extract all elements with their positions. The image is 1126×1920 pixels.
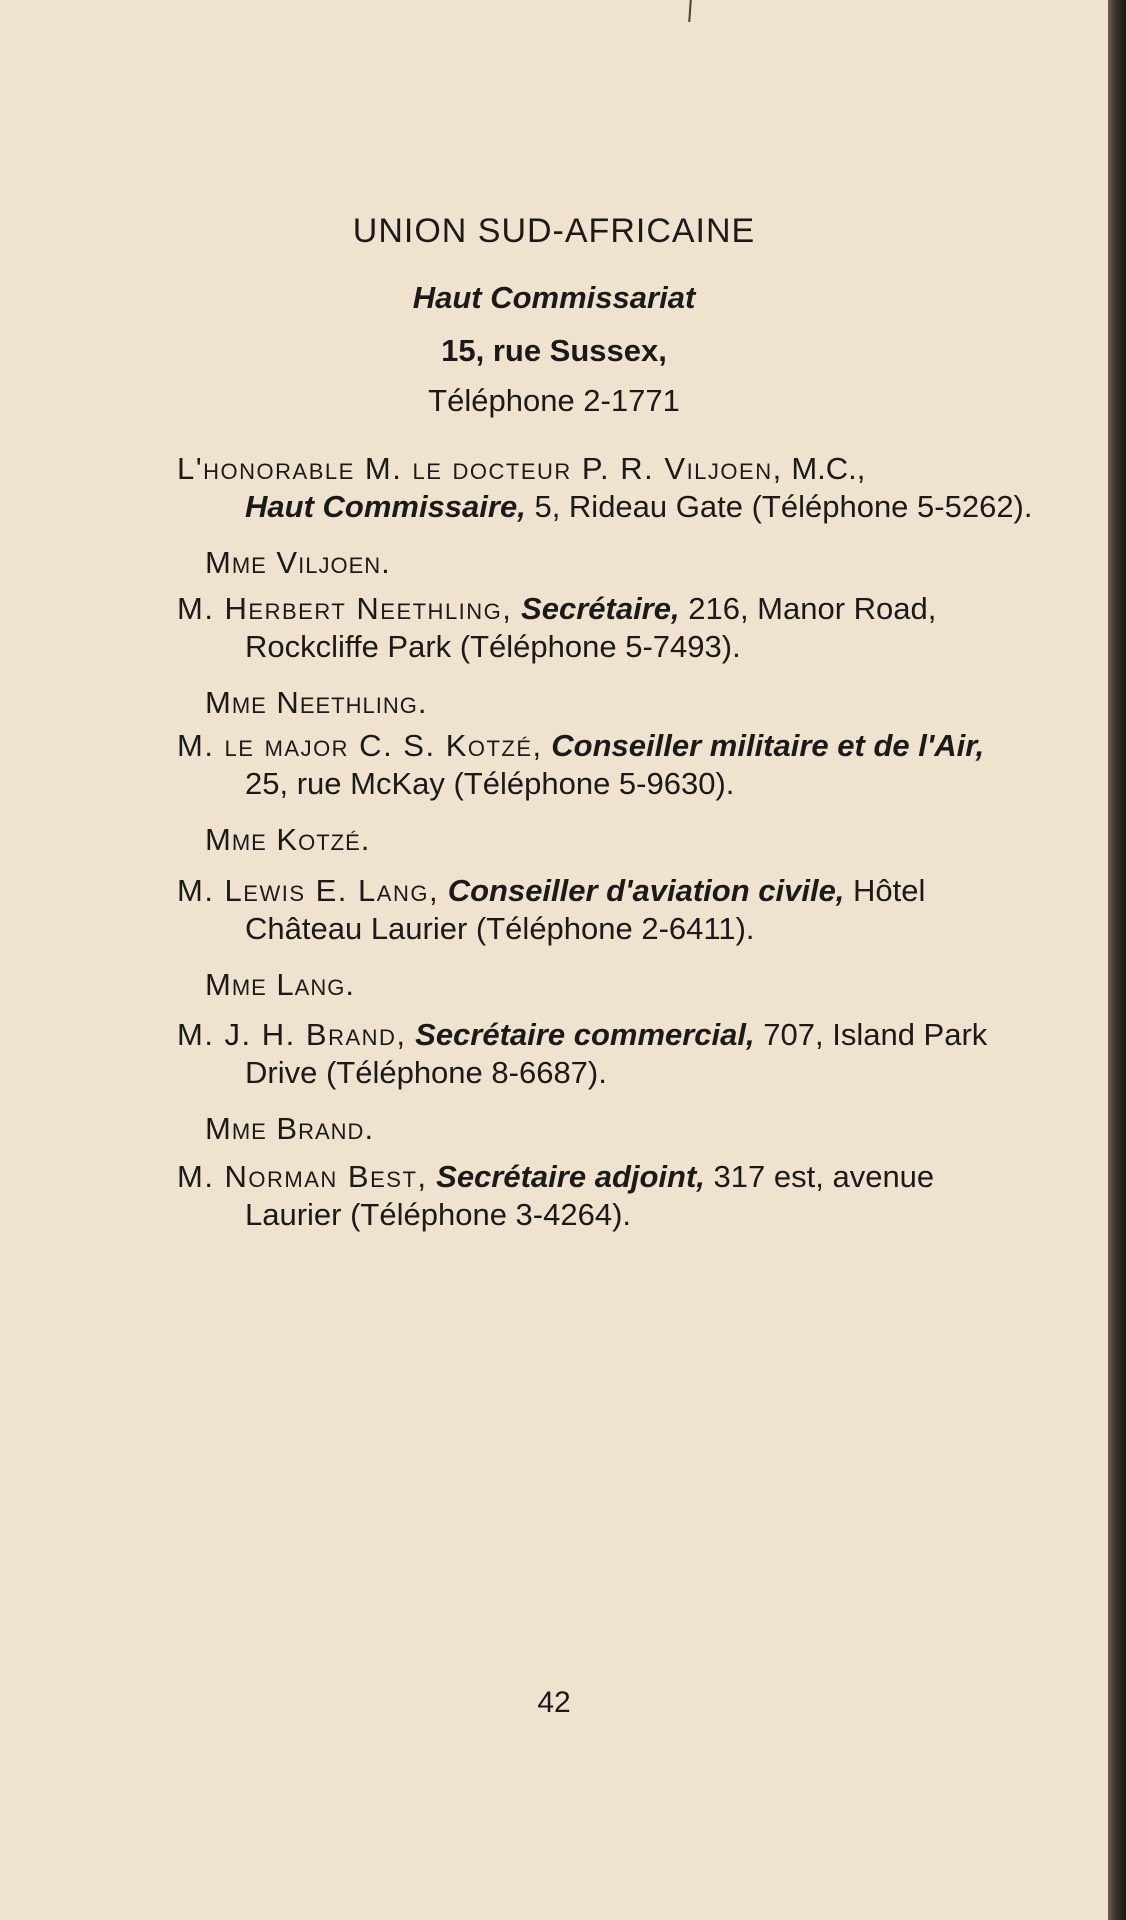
entry-spouse: Mme Lang.	[205, 967, 355, 1002]
entry-address: 5, Rideau Gate (Téléphone 5-5262).	[534, 489, 1033, 524]
entry-spouse: Mme Kotzé.	[205, 822, 371, 857]
entry-line-2	[177, 1054, 1077, 1092]
entry-line-1	[177, 590, 1077, 628]
entry-name: L'honorable M. le docteur P. R. Viljoen,	[177, 451, 783, 486]
list-item	[177, 872, 1077, 1004]
entry-line-2	[177, 1196, 1077, 1234]
entry-spouse: Mme Neethling.	[205, 685, 428, 720]
entry-role: Secrétaire,	[521, 591, 680, 626]
entry-line-2	[177, 628, 1077, 666]
entry-line-2	[177, 765, 1077, 803]
entry-name: M. J. H. Brand,	[177, 1017, 407, 1052]
entry-line-1	[177, 727, 1077, 765]
entry-address: 707, Island Park	[763, 1017, 988, 1052]
page-number: 42	[537, 1686, 571, 1719]
entry-address-cont: Laurier (Téléphone 3-4264).	[245, 1197, 632, 1232]
list-item	[177, 590, 1077, 722]
entry-address-cont: Drive (Téléphone 8-6687).	[245, 1055, 607, 1090]
entry-address: 216, Manor Road,	[688, 591, 937, 626]
entry-name: M. Lewis E. Lang,	[177, 873, 440, 908]
list-item	[177, 1158, 1077, 1234]
entry-address-cont: 25, rue McKay (Téléphone 5-9630).	[245, 766, 735, 801]
entry-address-cont: Château Laurier (Téléphone 2-6411).	[245, 911, 755, 946]
entry-name: M. Herbert Neethling,	[177, 591, 513, 626]
entry-line-2	[177, 488, 1077, 526]
entry-suffix: M.C.,	[791, 451, 866, 486]
header-phone: Téléphone 2-1771	[428, 383, 680, 418]
entry-line-2	[177, 910, 1077, 948]
entry-role: Haut Commissaire,	[245, 489, 526, 524]
header-address: 15, rue Sussex,	[441, 333, 667, 368]
list-item	[177, 450, 1077, 582]
list-item	[177, 1016, 1077, 1148]
list-item	[177, 727, 1077, 859]
entry-line-1	[177, 450, 1077, 488]
page-title: UNION SUD-AFRICAINE	[352, 212, 756, 250]
page-edge	[1108, 0, 1126, 1920]
entry-spouse: Mme Viljoen.	[205, 545, 391, 580]
entry-address: 317 est, avenue	[713, 1159, 935, 1194]
entry-role: Conseiller militaire et de l'Air,	[551, 728, 985, 763]
entry-name: M. Norman Best,	[177, 1159, 428, 1194]
entry-line-1	[177, 872, 1077, 910]
entry-role: Secrétaire commercial,	[415, 1017, 755, 1052]
entry-line-1	[177, 1016, 1077, 1054]
entry-role: Secrétaire adjoint,	[436, 1159, 705, 1194]
entry-spouse: Mme Brand.	[205, 1111, 375, 1146]
entry-name: M. le major C. S. Kotzé,	[177, 728, 543, 763]
entry-line-1	[177, 1158, 1077, 1196]
page-subtitle: Haut Commissariat	[412, 280, 696, 315]
entry-address-cont: Rockcliffe Park (Téléphone 5-7493).	[245, 629, 741, 664]
entry-address: Hôtel	[853, 873, 926, 908]
entry-role: Conseiller d'aviation civile,	[447, 873, 845, 908]
page-mark	[688, 0, 692, 22]
